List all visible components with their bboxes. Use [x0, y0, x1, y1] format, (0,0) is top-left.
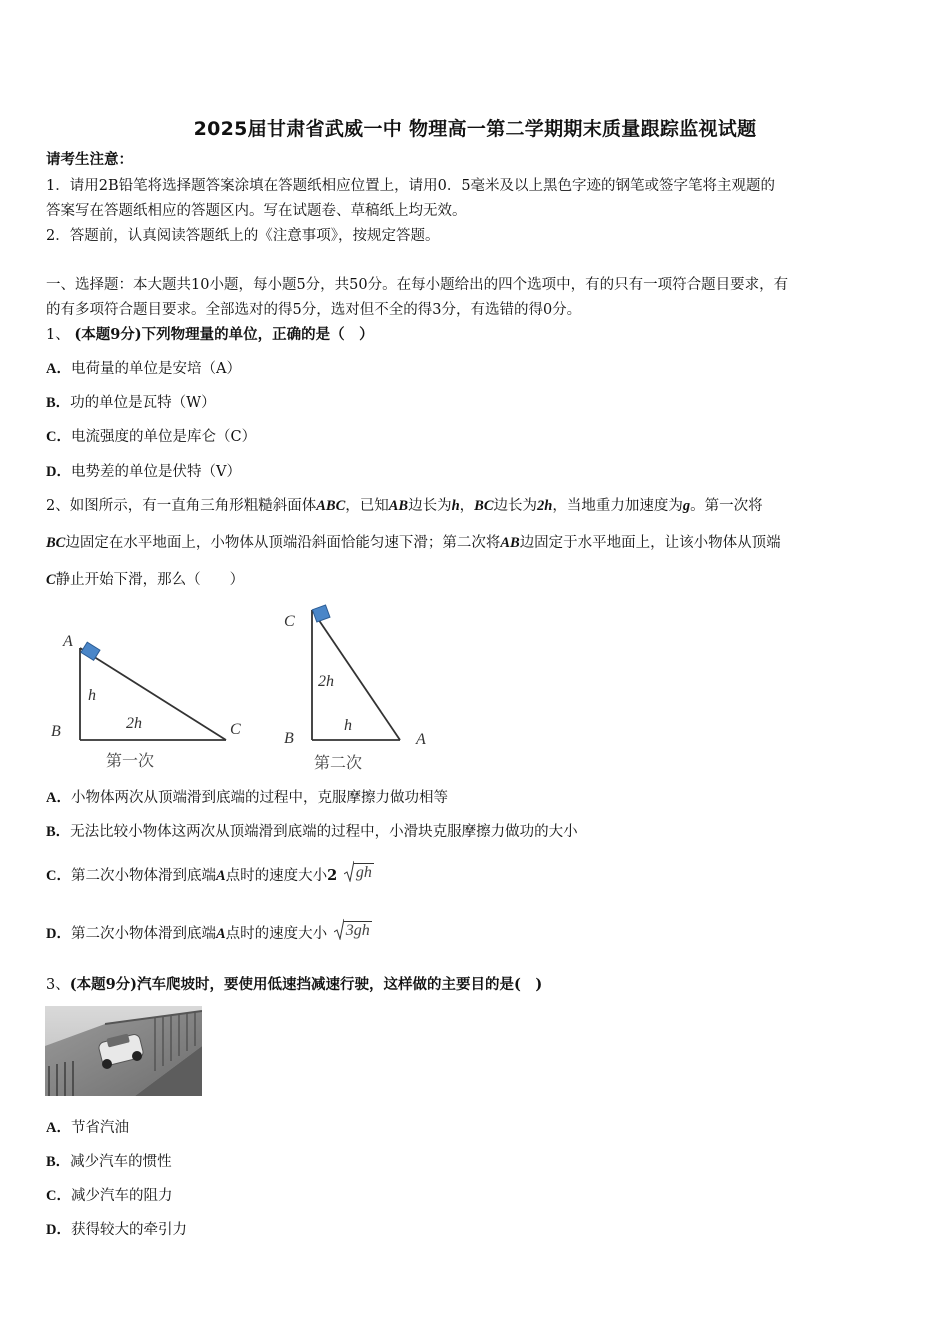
q2-option-a[interactable]: A．小物体两次从顶端滑到底端的过程中，克服摩擦力做功相等 — [46, 790, 448, 806]
fig2-label-b: B — [284, 730, 294, 747]
q3-option-d[interactable]: D．获得较大的牵引力 — [46, 1222, 187, 1238]
q2-stem-line-1: 2、如图所示，有一直角三角形粗糙斜面体ABC，已知AB边长为h，BC边长为2h，当地重力加速度为g。第一次将 — [46, 498, 763, 514]
q1-option-d[interactable]: D．电势差的单位是伏特（V） — [46, 464, 241, 480]
q1-option-b[interactable]: B．功的单位是瓦特（W） — [46, 395, 216, 411]
radical-sign-icon — [334, 918, 344, 940]
fig2-label-h: h — [344, 717, 352, 734]
q3-text: (本题9分)汽车爬坡时，要使用低速挡减速行驶，这样做的主要目的是( ) — [69, 976, 543, 993]
fig1-caption: 第一次 — [106, 753, 155, 770]
fig2-label-2h: 2h — [318, 673, 334, 690]
fig2-label-c: C — [284, 613, 295, 630]
notice-heading: 请考生注意： — [46, 151, 133, 168]
q3-option-a[interactable]: A．节省汽油 — [46, 1120, 129, 1136]
fig2-label-a: A — [416, 731, 426, 748]
section-line-1: 一、选择题：本大题共10小题，每小题5分，共50分。在每小题给出的四个选项中，有的只有一项符合题目要求，有 — [46, 277, 789, 293]
q1-stem — [46, 325, 374, 345]
fig2-caption: 第二次 — [314, 755, 363, 772]
notice-line-3: 2．答题前，认真阅读答题纸上的《注意事项》，按规定答题。 — [46, 228, 440, 244]
q3-number: 3、 — [46, 977, 70, 993]
q2-option-d[interactable]: D．第二次小物体滑到底端A点时的速度大小 3gh — [46, 918, 372, 944]
q2-stem-line-2: BC边固定在水平地面上，小物体从顶端沿斜面恰能匀速下滑；第二次将AB边固定于水平地面上，让该小物体从顶端 — [46, 535, 781, 551]
sqrt-3gh: 3gh — [334, 918, 372, 940]
q2-figure-second — [276, 598, 446, 778]
fig2-block — [312, 605, 330, 622]
fig1-block — [81, 642, 100, 660]
q2-option-c[interactable]: C．第二次小物体滑到底端A点时的速度大小2 gh — [46, 860, 374, 886]
car-on-slope-photo — [45, 1006, 202, 1096]
q1-text: (本题9分)下列物理量的单位，正确的是（ ） — [74, 326, 374, 343]
q1-number: 1、 — [46, 327, 70, 343]
q1-option-c[interactable]: C．电流强度的单位是库仑（C） — [46, 429, 257, 445]
q3-option-c[interactable]: C．减少汽车的阻力 — [46, 1188, 173, 1204]
notice-line-2: 答案写在答题纸相应的答题区内。写在试题卷、草稿纸上均无效。 — [46, 203, 467, 219]
page-title: 2025届甘肃省武威一中 物理高一第二学期期末质量跟踪监视试题 — [193, 118, 757, 140]
q2-figure-first — [40, 618, 260, 778]
sqrt-gh: gh — [344, 860, 374, 882]
q2-option-b[interactable]: B．无法比较小物体这两次从顶端滑到底端的过程中，小滑块克服摩擦力做功的大小 — [46, 824, 578, 840]
q2-stem-line-3: C静止开始下滑，那么（ ） — [46, 572, 245, 588]
fig1-side-ac — [80, 648, 226, 740]
q3-option-b[interactable]: B．减少汽车的惯性 — [46, 1154, 172, 1170]
q3-stem — [46, 975, 542, 995]
notice-line-1: 1．请用2B铅笔将选择题答案涂填在答题纸相应位置上，请用0．5毫米及以上黑色字迹的钢笔或签字笔将主观题的 — [46, 178, 776, 194]
fig1-label-a: A — [63, 633, 73, 650]
section-line-2: 的有多项符合题目要求。全部选对的得5分，选对但不全的得3分，有选错的得0分。 — [46, 302, 582, 318]
fig1-label-h: h — [88, 687, 96, 704]
q1-option-a[interactable]: A．电荷量的单位是安培（A） — [46, 361, 241, 377]
fig1-label-2h: 2h — [126, 715, 142, 732]
fig1-label-b: B — [51, 723, 61, 740]
fig1-label-c: C — [230, 721, 241, 738]
radical-sign-icon — [344, 860, 354, 882]
